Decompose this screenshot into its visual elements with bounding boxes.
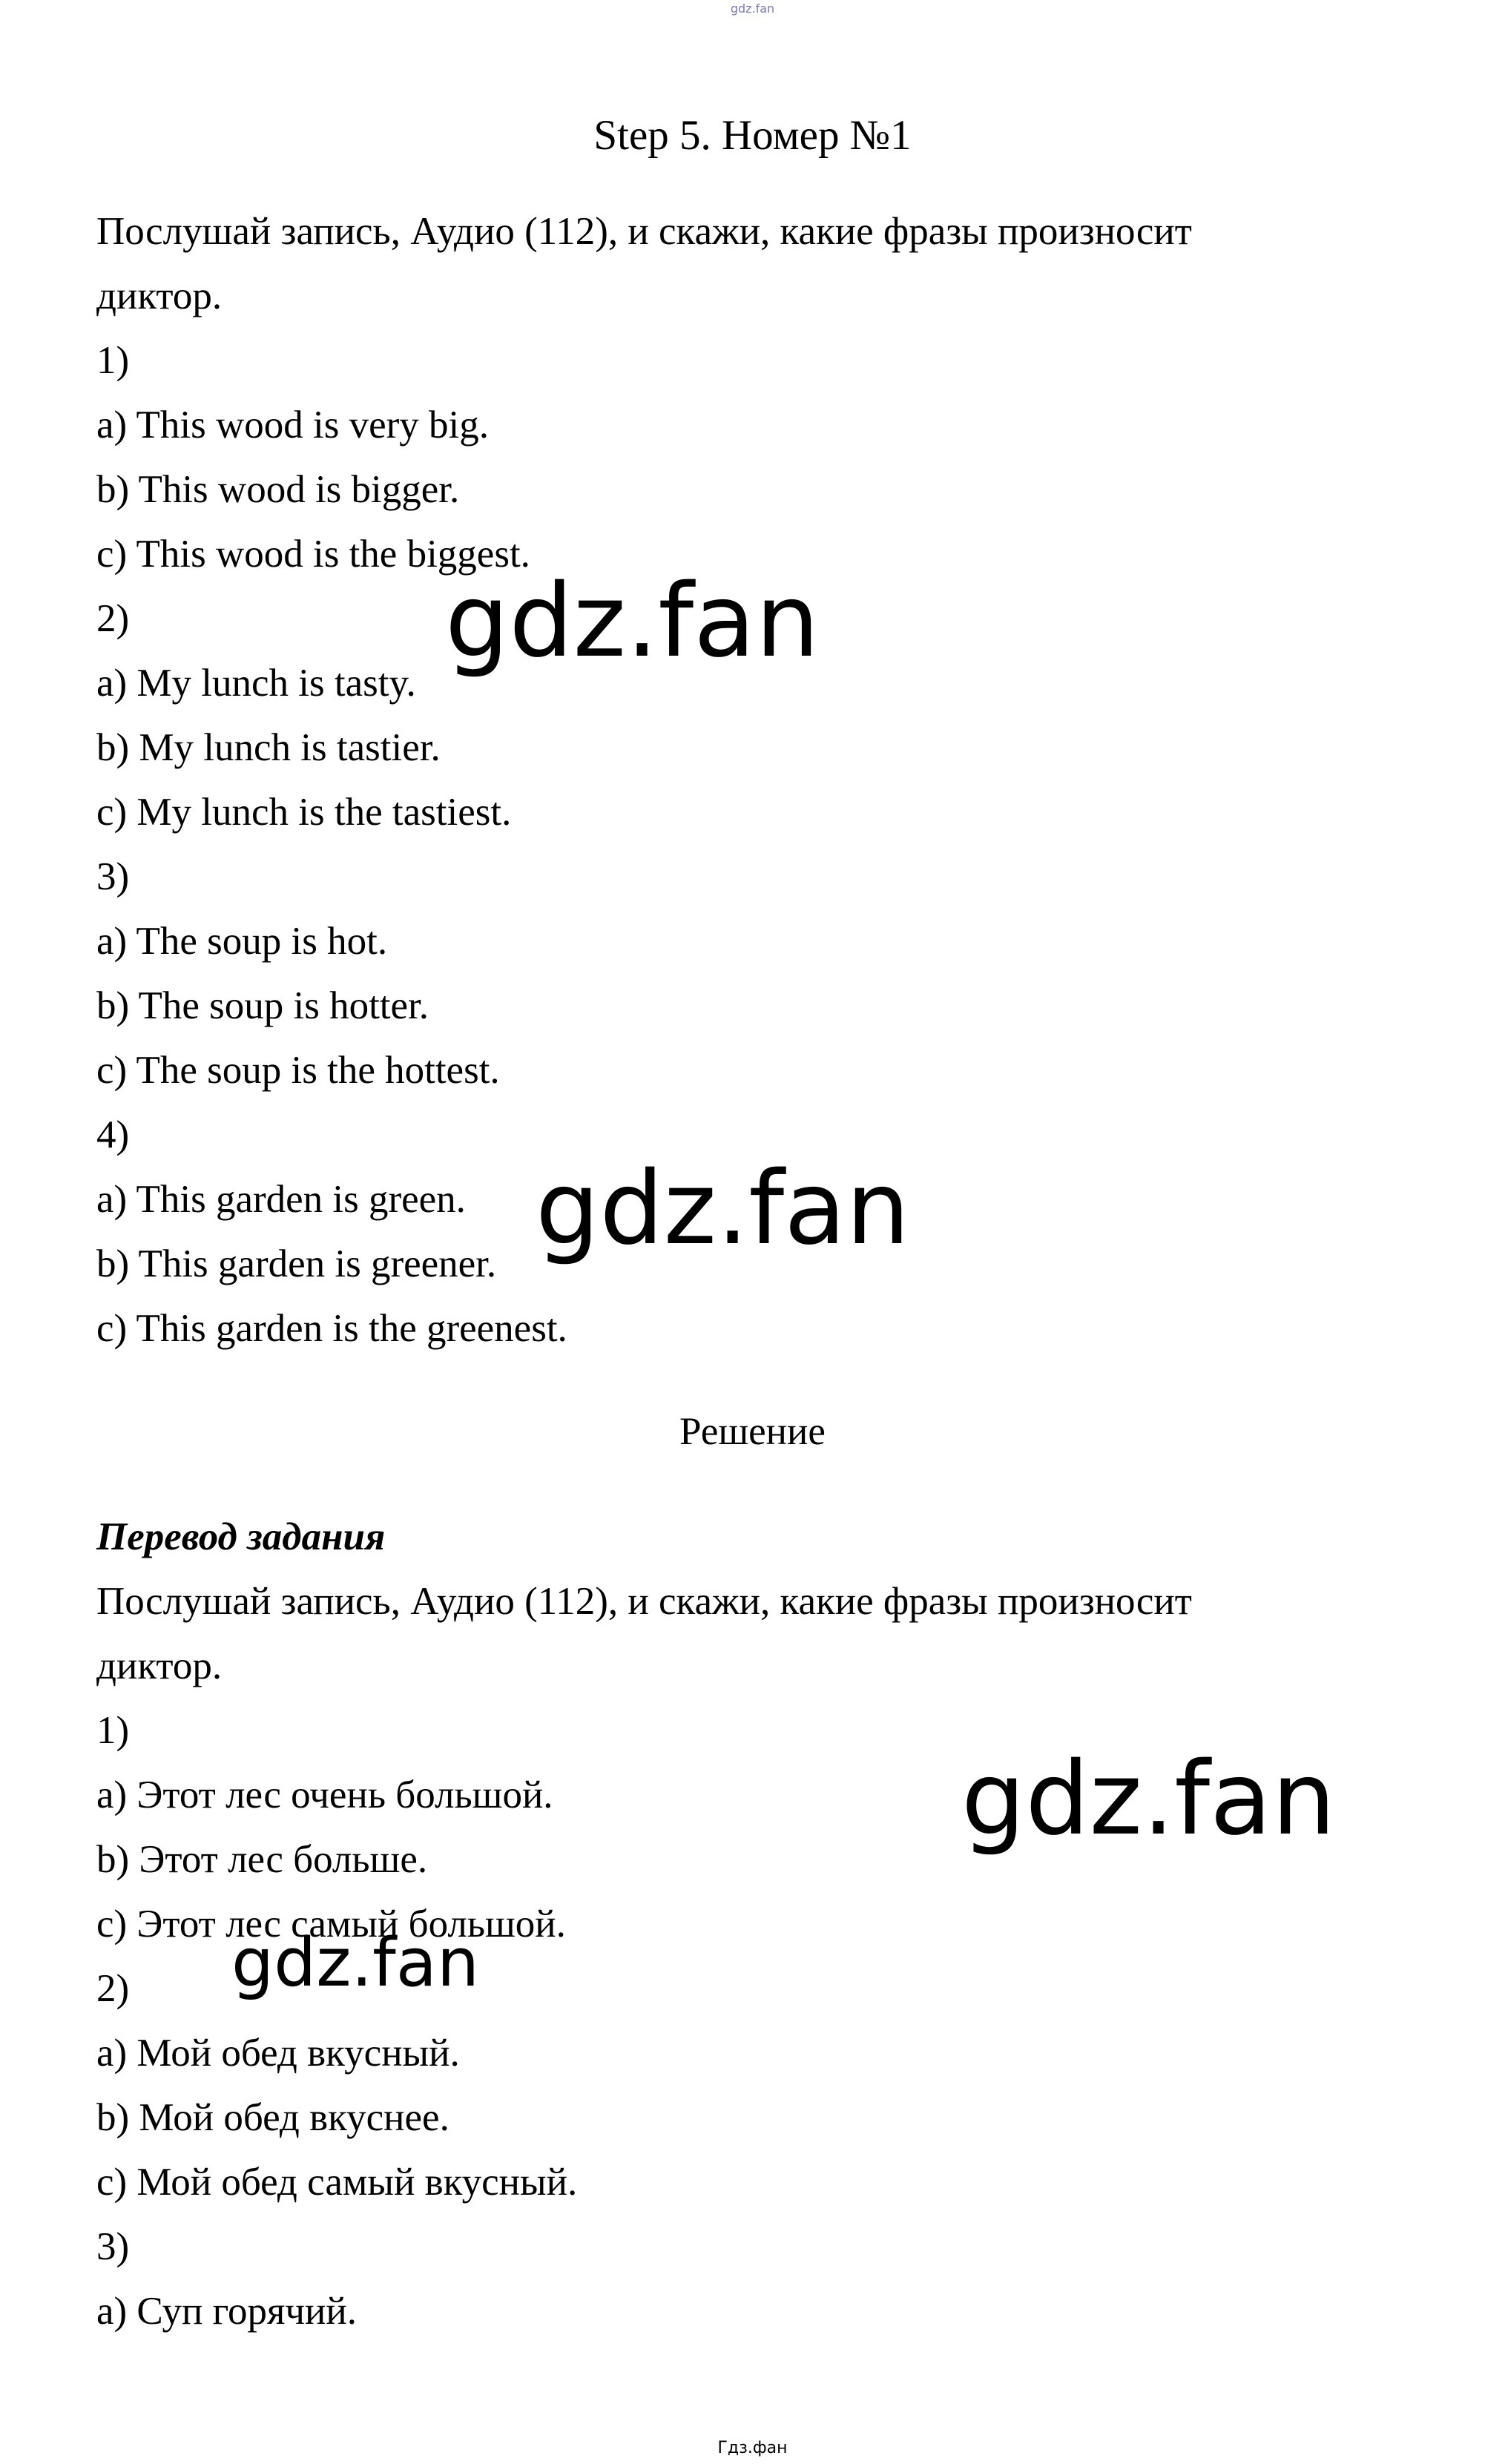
- task-q3-option-b: b) The soup is hotter.: [96, 984, 429, 1027]
- task-q4-number: 4): [96, 1113, 130, 1156]
- task-q2-number: 2): [96, 597, 130, 640]
- page-title: Step 5. Номер №1: [593, 112, 912, 159]
- translation-q1-option-a: a) Этот лес очень большой.: [96, 1773, 553, 1816]
- translation-instruction-line2: диктор.: [96, 1644, 223, 1687]
- translation-q3-option-a: a) Суп горячий.: [96, 2290, 357, 2333]
- task-q2-option-a: a) My lunch is tasty.: [96, 662, 416, 705]
- task-q2-option-c: c) My lunch is the tastiest.: [96, 791, 512, 834]
- task-q4-option-b: b) This garden is greener.: [96, 1242, 497, 1285]
- header-watermark: gdz.fan: [730, 1, 775, 16]
- translation-q3-number: 3): [96, 2225, 130, 2268]
- translation-q2-option-a: a) Мой обед вкусный.: [96, 2032, 460, 2075]
- task-q2-option-b: b) My lunch is tastier.: [96, 726, 441, 769]
- task-instruction-line2: диктор.: [96, 274, 223, 317]
- watermark-4: gdz.fan: [231, 1924, 479, 2002]
- translation-instruction-line1: Послушай запись, Аудио (112), и скажи, какие фразы произносит: [96, 1580, 1192, 1623]
- translation-q1-number: 1): [96, 1709, 130, 1752]
- task-q4-option-a: a) This garden is green.: [96, 1178, 466, 1221]
- translation-q2-option-c: c) Мой обед самый вкусный.: [96, 2161, 578, 2204]
- task-q3-number: 3): [96, 855, 130, 898]
- footer-text: Гдз.фан: [717, 2439, 788, 2457]
- watermark-2: gdz.fan: [536, 1150, 910, 1268]
- translation-heading: Перевод задания: [96, 1515, 386, 1558]
- task-q1-option-c: c) This wood is the biggest.: [96, 533, 530, 576]
- task-q1-option-b: b) This wood is bigger.: [96, 468, 460, 511]
- translation-q2-number: 2): [96, 1967, 130, 2010]
- task-q3-option-a: a) The soup is hot.: [96, 920, 388, 963]
- solution-heading: Решение: [679, 1410, 826, 1453]
- translation-q1-option-b: b) Этот лес больше.: [96, 1838, 428, 1881]
- task-instruction-line1: Послушай запись, Аудио (112), и скажи, какие фразы произносит: [96, 210, 1192, 253]
- watermark-1: gdz.fan: [445, 563, 820, 680]
- task-q1-option-a: a) This wood is very big.: [96, 403, 489, 447]
- translation-q2-option-b: b) Мой обед вкуснее.: [96, 2096, 449, 2139]
- task-q1-number: 1): [96, 339, 130, 382]
- task-q4-option-c: c) This garden is the greenest.: [96, 1307, 567, 1350]
- watermark-3: gdz.fan: [961, 1741, 1336, 1858]
- translation-q1-option-c: c) Этот лес самый большой.: [96, 1903, 566, 1946]
- task-q3-option-c: c) The soup is the hottest.: [96, 1049, 500, 1092]
